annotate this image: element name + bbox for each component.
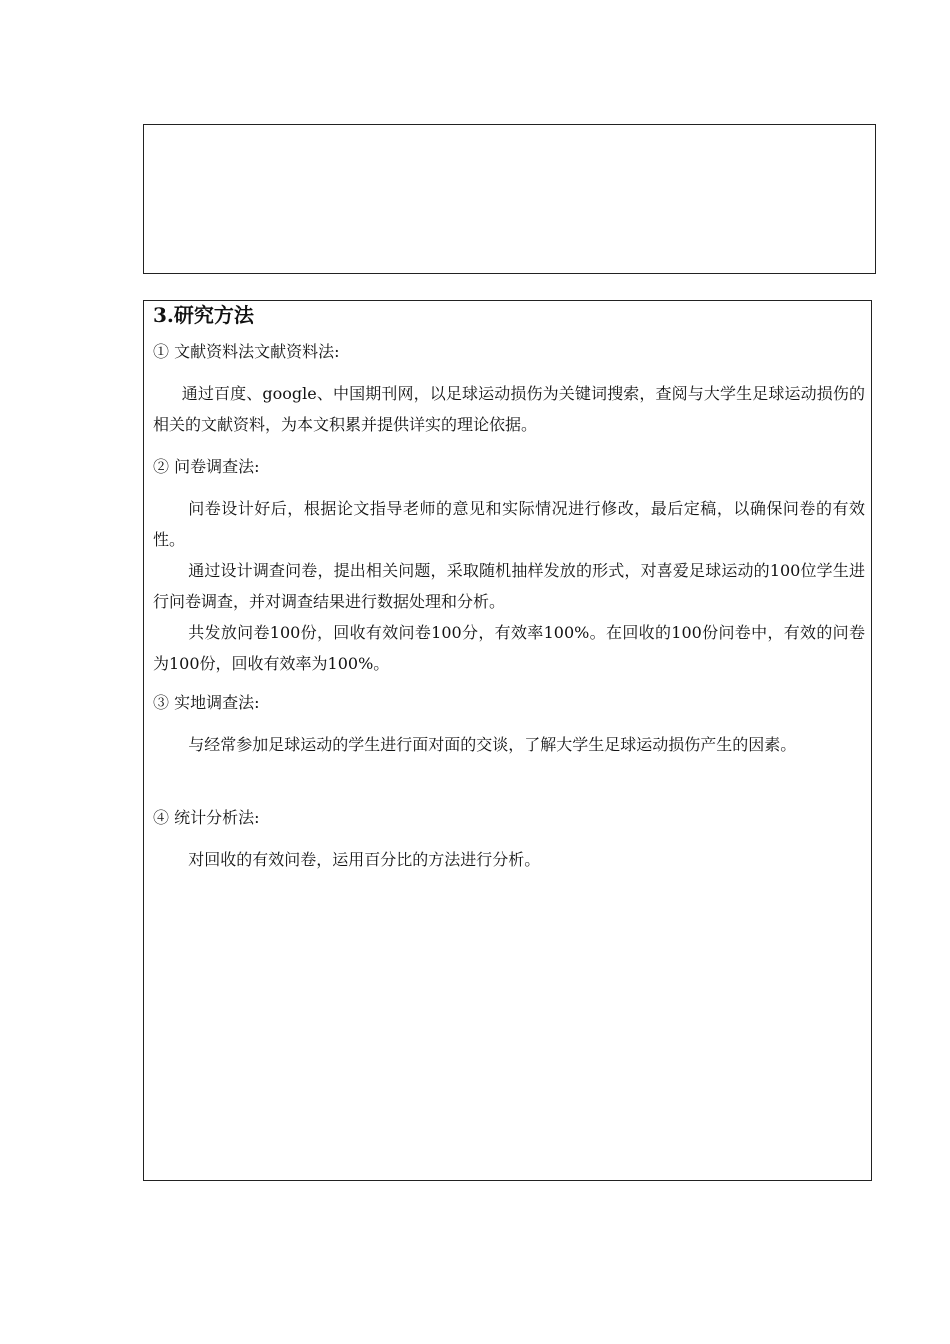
method-heading-statistics: ④ 统计分析法: bbox=[153, 808, 260, 827]
method-heading-questionnaire: ② 问卷调查法: bbox=[153, 457, 260, 476]
method-paragraph: 通过百度、google、中国期刊网，以足球运动损伤为关键词搜索，查阅与大学生足球运动损伤的相关的文献资料，为本文积累并提供详实的理论依据。 bbox=[153, 384, 865, 434]
previous-section-box bbox=[143, 124, 876, 274]
method-paragraph: 通过设计调查问卷，提出相关问题，采取随机抽样发放的形式，对喜爱足球运动的100位学生进行问卷调查，并对调查结果进行数据处理和分析。 bbox=[153, 561, 865, 611]
research-methods-box bbox=[143, 300, 872, 1181]
method-paragraph: 与经常参加足球运动的学生进行面对面的交谈，了解大学生足球运动损伤产生的因素。 bbox=[188, 735, 797, 754]
method-heading-literature: ① 文献资料法文献资料法: bbox=[153, 342, 340, 361]
method-paragraph: 问卷设计好后，根据论文指导老师的意见和实际情况进行修改，最后定稿，以确保问卷的有效性。 bbox=[153, 499, 865, 549]
method-paragraph: 共发放问卷100份，回收有效问卷100分，有效率100%。在回收的100份问卷中，有效的问卷为100份，回收有效率为100%。 bbox=[153, 623, 865, 673]
section-title: 3.研究方法 bbox=[153, 303, 254, 327]
method-heading-field-survey: ③ 实地调查法: bbox=[153, 693, 260, 712]
method-paragraph: 对回收的有效问卷，运用百分比的方法进行分析。 bbox=[188, 850, 541, 869]
